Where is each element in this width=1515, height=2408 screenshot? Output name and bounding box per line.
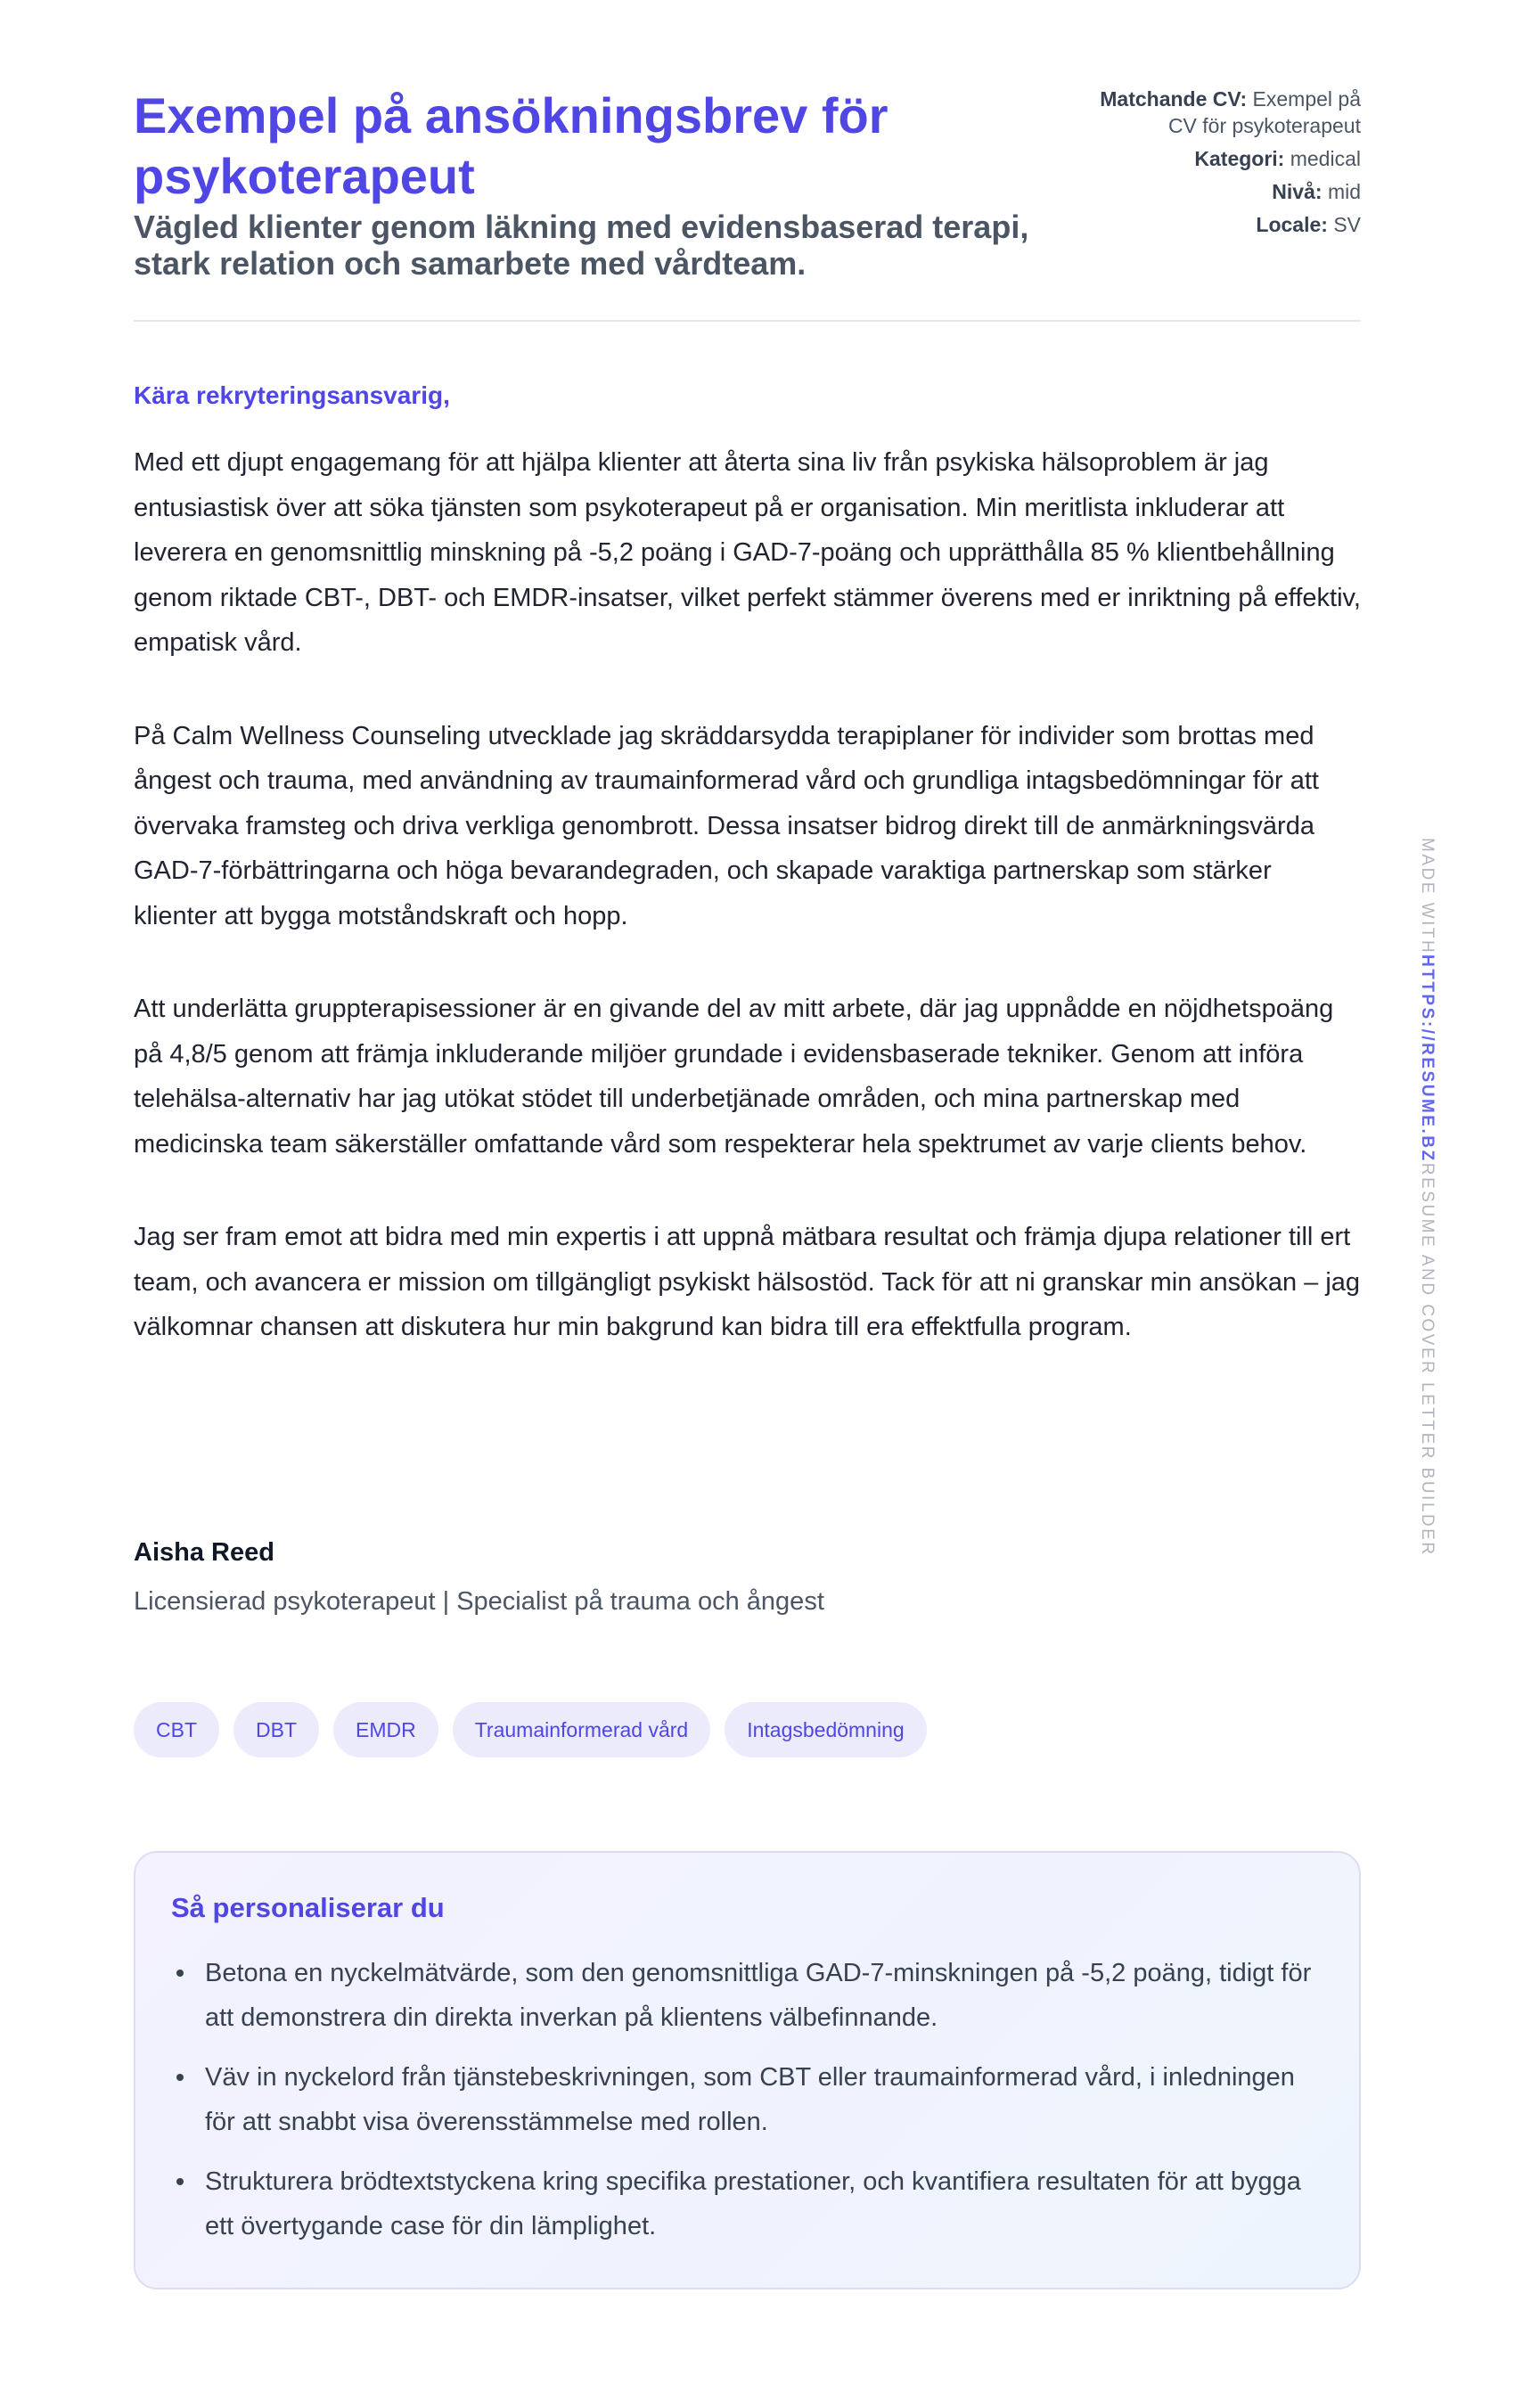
meta-level: Nivå: mid (1272, 180, 1361, 203)
tip-item: Betona en nyckelmätvärde, som den genomsnittliga GAD-7-minskningen på -5,2 poäng, tidigt för att demonstrera din direkta inverkan på klientens välbefinnande. (171, 1951, 1323, 2040)
greeting: Kära rekryteringsansvarig, (134, 381, 450, 409)
tag: DBT (233, 1702, 319, 1757)
tip-item: Väv in nyckelord från tjänstebeskrivningen, som CBT eller traumainformerad vård, i inledningen för att snabbt visa överensstämmelse med rollen. (171, 2055, 1323, 2144)
meta-info (1069, 86, 1361, 282)
letter-body (134, 381, 1361, 1398)
meta-category: Kategori: medical (1194, 147, 1361, 170)
watermark: MADE WITHHTTPS://RESUME.BZRESUME AND COVER LETTER BUILDER (1418, 838, 1437, 1557)
paragraph: På Calm Wellness Counseling utvecklade jag skräddarsydda terapiplaner för individer som brottas med ångest och trauma, med användning av traumainformerad vård och grundliga intagsbedömningar för att övervaka framsteg och driva verkliga genombrott. Dessa insatser bidrog direkt till de anmärkningsvärda GAD-7-förbättringarna och höga bevarandegraden, och skapade varaktiga partnerskap som stärker klienter att bygga motståndskraft och hopp. (134, 721, 1319, 930)
header (134, 86, 1361, 282)
page-subtitle: Vägled klienter genom läkning med evidensbaserad terapi, stark relation och samarbete med vårdteam. (134, 209, 1029, 282)
tag: Traumainformerad vård (453, 1702, 710, 1757)
tag: EMDR (333, 1702, 438, 1757)
meta-matching-cv[interactable]: Matchande CV: Exempel på CV för psykoterapeut (1100, 87, 1361, 137)
paragraph: Med ett djupt engagemang för att hjälpa klienter att återta sina liv från psykiska hälsoproblem är jag entusiastisk över att söka tjänsten som psykoterapeut på er organisation. Min meritlista inkluderar att leverera en genomsnittlig minskning på -5,2 poäng i GAD-7-poäng och upprätthålla 85 % klientbehållning genom riktade CBT-, DBT- och EMDR-insatser, vilket perfekt stämmer överens med er inriktning på effektiv, empatisk vård. (134, 448, 1361, 657)
tips-heading: Så personaliserar du (171, 1892, 445, 1923)
page-title: Exempel på ansökningsbrev för psykoterapeut (134, 87, 889, 204)
tag: CBT (134, 1702, 219, 1757)
divider (134, 320, 1361, 322)
meta-locale: Locale: SV (1256, 213, 1361, 236)
tip-item: Strukturera brödtextstyckena kring specifika prestationer, och kvantifiera resultaten för att bygga ett övertygande case för din lämplighet. (171, 2159, 1323, 2248)
signature-title: Licensierad psykoterapeut | Specialist på trauma och ångest (134, 1587, 824, 1616)
signature-name: Aisha Reed (134, 1538, 274, 1567)
paragraph: Jag ser fram emot att bidra med min expertis i att uppnå mätbara resultat och främja djupa relationer till ert team, och avancera er mission om tillgängligt psykiskt hälsostöd. Tack för att ni granskar min ansökan – jag välkomnar chansen att diskutera hur min bakgrund kan bidra till era effektfulla program. (134, 1223, 1361, 1341)
tag: Intagsbedömning (725, 1702, 926, 1757)
paragraph: Att underlätta gruppterapisessioner är en givande del av mitt arbete, där jag uppnådde en nöjdhetspoäng på 4,8/5 genom att främja inkluderande miljöer grundade i evidensbaserade tekniker. Genom att införa telehälsa-alternativ har jag utökat stödet till underbetjänade områden, och mina partnerskap med medicinska team säkerställer omfattande vård som respekterar hela spektrumet av varje clients behov. (134, 995, 1334, 1159)
skill-tags (134, 1702, 927, 1757)
signature (134, 1538, 824, 1617)
watermark-link[interactable]: HTTPS://RESUME.BZ (1418, 954, 1437, 1163)
personalize-tips (134, 1851, 1361, 2289)
